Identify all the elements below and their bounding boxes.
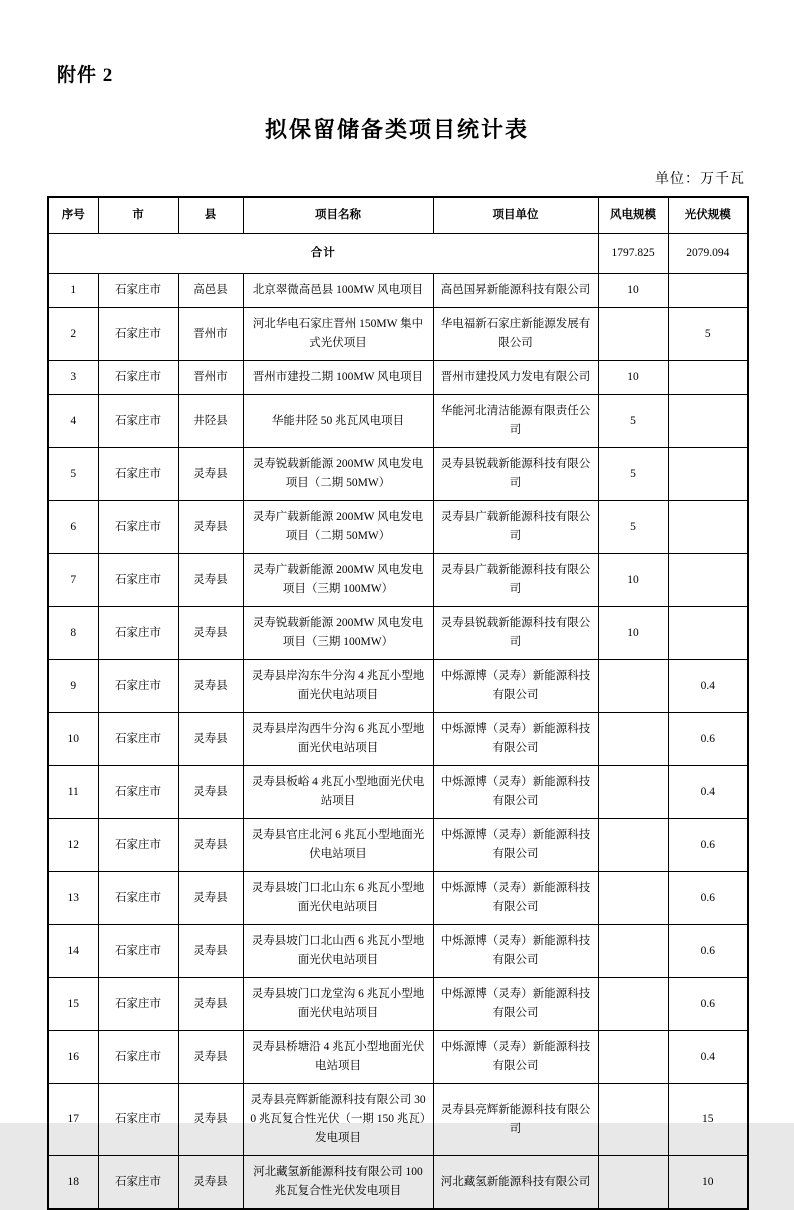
cell-city: 石家庄市	[98, 978, 178, 1031]
cell-no: 18	[48, 1156, 98, 1210]
cell-project: 灵寿县岸沟西牛分沟 6 兆瓦小型地面光伏电站项目	[243, 713, 433, 766]
cell-city: 石家庄市	[98, 501, 178, 554]
cell-company: 晋州市建投风力发电有限公司	[433, 361, 598, 395]
cell-wind	[598, 308, 668, 361]
cell-city: 石家庄市	[98, 1084, 178, 1156]
cell-company: 中烁源博（灵寿）新能源科技有限公司	[433, 978, 598, 1031]
cell-company: 中烁源博（灵寿）新能源科技有限公司	[433, 660, 598, 713]
cell-project: 河北藏氢新能源科技有限公司 100 兆瓦复合性光伏发电项目	[243, 1156, 433, 1210]
cell-project: 灵寿县板峪 4 兆瓦小型地面光伏电站项目	[243, 766, 433, 819]
total-row	[48, 234, 748, 274]
column-header-company: 项目单位	[433, 197, 598, 234]
total-label: 合计	[48, 234, 598, 274]
cell-no: 17	[48, 1084, 98, 1156]
cell-wind: 10	[598, 607, 668, 660]
cell-project: 北京翠微高邑县 100MW 风电项目	[243, 274, 433, 308]
projects-table	[47, 196, 749, 1210]
cell-company: 中烁源博（灵寿）新能源科技有限公司	[433, 713, 598, 766]
cell-county: 灵寿县	[178, 448, 243, 501]
page-content	[47, 0, 747, 1210]
cell-county: 灵寿县	[178, 872, 243, 925]
cell-pv: 15	[668, 1084, 748, 1156]
table-row	[48, 1084, 748, 1156]
cell-county: 井陉县	[178, 395, 243, 448]
cell-pv: 0.6	[668, 819, 748, 872]
cell-company: 高邑国昇新能源科技有限公司	[433, 274, 598, 308]
table-row	[48, 766, 748, 819]
cell-pv: 0.6	[668, 978, 748, 1031]
cell-wind	[598, 872, 668, 925]
cell-pv: 5	[668, 308, 748, 361]
table-row	[48, 308, 748, 361]
cell-county: 高邑县	[178, 274, 243, 308]
table-row	[48, 448, 748, 501]
cell-county: 灵寿县	[178, 554, 243, 607]
cell-pv: 0.4	[668, 660, 748, 713]
cell-city: 石家庄市	[98, 819, 178, 872]
cell-wind	[598, 1156, 668, 1210]
table-header	[48, 197, 748, 234]
cell-county: 灵寿县	[178, 766, 243, 819]
cell-pv: 0.4	[668, 766, 748, 819]
cell-city: 石家庄市	[98, 361, 178, 395]
cell-company: 灵寿县广载新能源科技有限公司	[433, 554, 598, 607]
cell-pv	[668, 448, 748, 501]
cell-project: 灵寿县坡门口北山东 6 兆瓦小型地面光伏电站项目	[243, 872, 433, 925]
cell-company: 灵寿县锐载新能源科技有限公司	[433, 607, 598, 660]
cell-county: 灵寿县	[178, 607, 243, 660]
cell-no: 4	[48, 395, 98, 448]
table-row	[48, 395, 748, 448]
cell-project: 灵寿县岸沟东牛分沟 4 兆瓦小型地面光伏电站项目	[243, 660, 433, 713]
cell-pv	[668, 607, 748, 660]
cell-project: 灵寿广载新能源 200MW 风电发电项目（三期 100MW）	[243, 554, 433, 607]
table-row	[48, 713, 748, 766]
cell-no: 5	[48, 448, 98, 501]
cell-no: 11	[48, 766, 98, 819]
cell-city: 石家庄市	[98, 660, 178, 713]
cell-wind: 5	[598, 501, 668, 554]
cell-wind	[598, 925, 668, 978]
table-row	[48, 274, 748, 308]
cell-no: 8	[48, 607, 98, 660]
cell-project: 华能井陉 50 兆瓦风电项目	[243, 395, 433, 448]
cell-company: 中烁源博（灵寿）新能源科技有限公司	[433, 872, 598, 925]
column-header-county: 县	[178, 197, 243, 234]
cell-pv	[668, 501, 748, 554]
header-row	[48, 197, 748, 234]
cell-county: 灵寿县	[178, 925, 243, 978]
cell-county: 灵寿县	[178, 1156, 243, 1210]
cell-city: 石家庄市	[98, 713, 178, 766]
cell-company: 中烁源博（灵寿）新能源科技有限公司	[433, 819, 598, 872]
cell-company: 中烁源博（灵寿）新能源科技有限公司	[433, 1031, 598, 1084]
cell-no: 13	[48, 872, 98, 925]
cell-city: 石家庄市	[98, 1031, 178, 1084]
table-row	[48, 607, 748, 660]
attachment-label: 附件 2	[57, 65, 114, 86]
cell-project: 灵寿县坡门口龙堂沟 6 兆瓦小型地面光伏电站项目	[243, 978, 433, 1031]
cell-project: 灵寿县官庄北河 6 兆瓦小型地面光伏电站项目	[243, 819, 433, 872]
cell-city: 石家庄市	[98, 607, 178, 660]
cell-pv: 0.4	[668, 1031, 748, 1084]
cell-wind: 10	[598, 554, 668, 607]
page-title: 拟保留储备类项目统计表	[264, 117, 529, 142]
cell-wind	[598, 819, 668, 872]
cell-no: 7	[48, 554, 98, 607]
cell-project: 灵寿广载新能源 200MW 风电发电项目（二期 50MW）	[243, 501, 433, 554]
cell-pv	[668, 274, 748, 308]
table-row	[48, 1031, 748, 1084]
cell-no: 10	[48, 713, 98, 766]
cell-pv: 0.6	[668, 925, 748, 978]
cell-county: 晋州市	[178, 308, 243, 361]
cell-no: 12	[48, 819, 98, 872]
cell-wind	[598, 660, 668, 713]
cell-city: 石家庄市	[98, 766, 178, 819]
total-pv-value: 2079.094	[668, 234, 748, 274]
cell-company: 灵寿县亮辉新能源科技有限公司	[433, 1084, 598, 1156]
column-header-no: 序号	[48, 197, 98, 234]
table-row	[48, 361, 748, 395]
cell-no: 1	[48, 274, 98, 308]
cell-county: 灵寿县	[178, 819, 243, 872]
column-header-pv: 光伏规模	[668, 197, 748, 234]
cell-project: 灵寿锐载新能源 200MW 风电发电项目（三期 100MW）	[243, 607, 433, 660]
column-header-wind: 风电规模	[598, 197, 668, 234]
table-row	[48, 660, 748, 713]
cell-project: 灵寿县坡门口北山西 6 兆瓦小型地面光伏电站项目	[243, 925, 433, 978]
cell-pv: 0.6	[668, 713, 748, 766]
cell-no: 3	[48, 361, 98, 395]
cell-company: 河北藏氢新能源科技有限公司	[433, 1156, 598, 1210]
cell-county: 灵寿县	[178, 1031, 243, 1084]
cell-county: 灵寿县	[178, 1084, 243, 1156]
cell-county: 灵寿县	[178, 660, 243, 713]
total-wind-value: 1797.825	[598, 234, 668, 274]
cell-no: 15	[48, 978, 98, 1031]
cell-company: 华能河北清洁能源有限责任公司	[433, 395, 598, 448]
cell-city: 石家庄市	[98, 395, 178, 448]
cell-pv: 0.6	[668, 872, 748, 925]
cell-company: 灵寿县锐载新能源科技有限公司	[433, 448, 598, 501]
cell-wind: 5	[598, 395, 668, 448]
cell-pv	[668, 361, 748, 395]
cell-pv	[668, 395, 748, 448]
cell-no: 16	[48, 1031, 98, 1084]
table-row	[48, 925, 748, 978]
cell-project: 灵寿锐载新能源 200MW 风电发电项目（二期 50MW）	[243, 448, 433, 501]
cell-wind	[598, 978, 668, 1031]
cell-no: 6	[48, 501, 98, 554]
cell-wind	[598, 1084, 668, 1156]
cell-county: 灵寿县	[178, 713, 243, 766]
cell-project: 晋州市建投二期 100MW 风电项目	[243, 361, 433, 395]
cell-county: 晋州市	[178, 361, 243, 395]
cell-wind: 10	[598, 361, 668, 395]
cell-project: 灵寿县桥塘沿 4 兆瓦小型地面光伏电站项目	[243, 1031, 433, 1084]
cell-project: 灵寿县亮辉新能源科技有限公司 300 兆瓦复合性光伏（一期 150 兆瓦）发电项目	[243, 1084, 433, 1156]
cell-pv	[668, 554, 748, 607]
cell-city: 石家庄市	[98, 872, 178, 925]
cell-county: 灵寿县	[178, 501, 243, 554]
cell-city: 石家庄市	[98, 448, 178, 501]
cell-company: 灵寿县广载新能源科技有限公司	[433, 501, 598, 554]
table-body	[48, 234, 748, 1210]
table-row	[48, 872, 748, 925]
cell-wind: 5	[598, 448, 668, 501]
cell-company: 华电福新石家庄新能源发展有限公司	[433, 308, 598, 361]
cell-wind: 10	[598, 274, 668, 308]
cell-no: 2	[48, 308, 98, 361]
cell-project: 河北华电石家庄晋州 150MW 集中式光伏项目	[243, 308, 433, 361]
cell-wind	[598, 713, 668, 766]
table-row	[48, 978, 748, 1031]
table-row	[48, 554, 748, 607]
cell-city: 石家庄市	[98, 274, 178, 308]
cell-no: 9	[48, 660, 98, 713]
cell-city: 石家庄市	[98, 925, 178, 978]
table-row	[48, 1156, 748, 1210]
cell-wind	[598, 1031, 668, 1084]
cell-company: 中烁源博（灵寿）新能源科技有限公司	[433, 766, 598, 819]
cell-company: 中烁源博（灵寿）新能源科技有限公司	[433, 925, 598, 978]
cell-no: 14	[48, 925, 98, 978]
cell-county: 灵寿县	[178, 978, 243, 1031]
cell-city: 石家庄市	[98, 308, 178, 361]
table-row	[48, 501, 748, 554]
table-row	[48, 819, 748, 872]
cell-wind	[598, 766, 668, 819]
column-header-city: 市	[98, 197, 178, 234]
column-header-project: 项目名称	[243, 197, 433, 234]
cell-pv: 10	[668, 1156, 748, 1210]
cell-city: 石家庄市	[98, 554, 178, 607]
unit-note: 单位：万千瓦	[655, 172, 745, 187]
cell-city: 石家庄市	[98, 1156, 178, 1210]
